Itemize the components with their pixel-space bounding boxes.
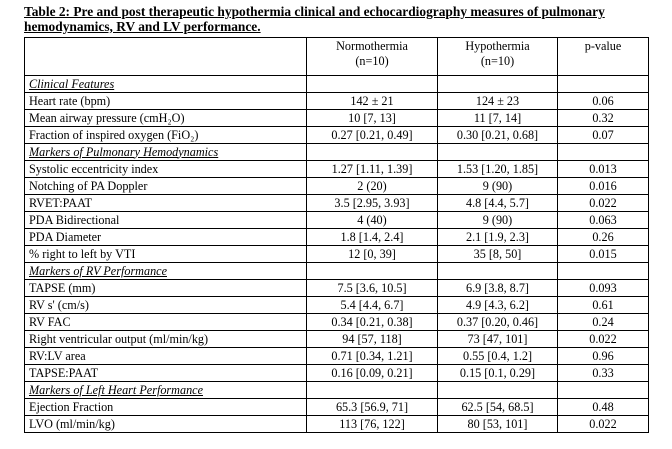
table-row bbox=[25, 246, 649, 263]
section-empty-cell bbox=[558, 263, 649, 280]
measure-label: Fraction of inspired oxygen (FiO₂) bbox=[25, 127, 307, 144]
p-value: 0.015 bbox=[558, 246, 649, 263]
section-empty-cell bbox=[438, 76, 558, 93]
normothermia-value: 2 (20) bbox=[307, 178, 438, 195]
p-value: 0.07 bbox=[558, 127, 649, 144]
header-hypothermia-n: (n=10) bbox=[480, 54, 515, 68]
header-hypothermia bbox=[438, 38, 558, 76]
normothermia-value: 94 [57, 118] bbox=[307, 331, 438, 348]
section-empty-cell bbox=[438, 382, 558, 399]
p-value: 0.32 bbox=[558, 110, 649, 127]
measure-label: Mean airway pressure (cmH₂O) bbox=[25, 110, 307, 127]
normothermia-value: 0.16 [0.09, 0.21] bbox=[307, 365, 438, 382]
header-measure bbox=[25, 38, 307, 76]
p-value: 0.24 bbox=[558, 314, 649, 331]
section-row bbox=[25, 263, 649, 280]
p-value: 0.013 bbox=[558, 161, 649, 178]
section-title: Markers of Pulmonary Hemodynamics bbox=[25, 144, 307, 161]
section-empty-cell bbox=[558, 382, 649, 399]
normothermia-value: 10 [7, 13] bbox=[307, 110, 438, 127]
normothermia-value: 7.5 [3.6, 10.5] bbox=[307, 280, 438, 297]
hypothermia-value: 35 [8, 50] bbox=[438, 246, 558, 263]
hypothermia-value: 0.30 [0.21, 0.68] bbox=[438, 127, 558, 144]
table-row bbox=[25, 127, 649, 144]
measure-label: PDA Diameter bbox=[25, 229, 307, 246]
measure-label: % right to left by VTI bbox=[25, 246, 307, 263]
section-empty-cell bbox=[558, 76, 649, 93]
normothermia-value: 0.71 [0.34, 1.21] bbox=[307, 348, 438, 365]
normothermia-value: 0.27 [0.21, 0.49] bbox=[307, 127, 438, 144]
table-row bbox=[25, 178, 649, 195]
measure-label: TAPSE (mm) bbox=[25, 280, 307, 297]
hypothermia-value: 4.8 [4.4, 5.7] bbox=[438, 195, 558, 212]
section-empty-cell bbox=[558, 144, 649, 161]
header-normothermia-n: (n=10) bbox=[355, 54, 389, 68]
table-row bbox=[25, 399, 649, 416]
measure-label: RV:LV area bbox=[25, 348, 307, 365]
hypothermia-value: 73 [47, 101] bbox=[438, 331, 558, 348]
p-value: 0.06 bbox=[558, 93, 649, 110]
normothermia-value: 65.3 [56.9, 71] bbox=[307, 399, 438, 416]
hypothermia-value: 4.9 [4.3, 6.2] bbox=[438, 297, 558, 314]
section-row bbox=[25, 382, 649, 399]
p-value: 0.96 bbox=[558, 348, 649, 365]
results-table bbox=[24, 37, 649, 433]
table-row bbox=[25, 348, 649, 365]
measure-label: TAPSE:PAAT bbox=[25, 365, 307, 382]
p-value: 0.063 bbox=[558, 212, 649, 229]
normothermia-value: 1.8 [1.4, 2.4] bbox=[307, 229, 438, 246]
table-row bbox=[25, 93, 649, 110]
section-empty-cell bbox=[307, 144, 438, 161]
normothermia-value: 1.27 [1.11, 1.39] bbox=[307, 161, 438, 178]
hypothermia-value: 0.15 [0.1, 0.29] bbox=[438, 365, 558, 382]
p-value: 0.26 bbox=[558, 229, 649, 246]
hypothermia-value: 0.55 [0.4, 1.2] bbox=[438, 348, 558, 365]
measure-label: Right ventricular output (ml/min/kg) bbox=[25, 331, 307, 348]
table-caption: Table 2: Pre and post therapeutic hypothermia clinical and echocardiography measures of pulmonary hemodynamics, RV and LV performance. bbox=[24, 4, 605, 34]
section-empty-cell bbox=[307, 382, 438, 399]
p-value: 0.022 bbox=[558, 416, 649, 433]
measure-label: LVO (ml/min/kg) bbox=[25, 416, 307, 433]
table-row bbox=[25, 161, 649, 178]
header-normothermia bbox=[307, 38, 438, 76]
table-row bbox=[25, 297, 649, 314]
hypothermia-value: 62.5 [54, 68.5] bbox=[438, 399, 558, 416]
hypothermia-value: 6.9 [3.8, 8.7] bbox=[438, 280, 558, 297]
section-empty-cell bbox=[307, 76, 438, 93]
section-empty-cell bbox=[438, 144, 558, 161]
hypothermia-value: 9 (90) bbox=[438, 212, 558, 229]
hypothermia-value: 11 [7, 14] bbox=[438, 110, 558, 127]
measure-label: Heart rate (bpm) bbox=[25, 93, 307, 110]
hypothermia-value: 124 ± 23 bbox=[438, 93, 558, 110]
section-row bbox=[25, 144, 649, 161]
table-row bbox=[25, 229, 649, 246]
measure-label: RV s' (cm/s) bbox=[25, 297, 307, 314]
hypothermia-value: 1.53 [1.20, 1.85] bbox=[438, 161, 558, 178]
table-row bbox=[25, 212, 649, 229]
section-title: Markers of Left Heart Performance bbox=[25, 382, 307, 399]
hypothermia-value: 0.37 [0.20, 0.46] bbox=[438, 314, 558, 331]
measure-label: Systolic eccentricity index bbox=[25, 161, 307, 178]
p-value: 0.093 bbox=[558, 280, 649, 297]
p-value: 0.61 bbox=[558, 297, 649, 314]
measure-label: Notching of PA Doppler bbox=[25, 178, 307, 195]
table-row bbox=[25, 195, 649, 212]
measure-label: Ejection Fraction bbox=[25, 399, 307, 416]
table-row bbox=[25, 331, 649, 348]
header-row bbox=[25, 38, 649, 76]
p-value: 0.022 bbox=[558, 331, 649, 348]
measure-label: PDA Bidirectional bbox=[25, 212, 307, 229]
section-empty-cell bbox=[307, 263, 438, 280]
table-row bbox=[25, 365, 649, 382]
section-empty-cell bbox=[438, 263, 558, 280]
normothermia-value: 4 (40) bbox=[307, 212, 438, 229]
p-value: 0.33 bbox=[558, 365, 649, 382]
section-row bbox=[25, 76, 649, 93]
normothermia-value: 113 [76, 122] bbox=[307, 416, 438, 433]
section-title: Clinical Features bbox=[25, 76, 307, 93]
table-body bbox=[25, 38, 649, 433]
p-value: 0.016 bbox=[558, 178, 649, 195]
section-title: Markers of RV Performance bbox=[25, 263, 307, 280]
p-value: 0.022 bbox=[558, 195, 649, 212]
normothermia-value: 142 ± 21 bbox=[307, 93, 438, 110]
hypothermia-value: 9 (90) bbox=[438, 178, 558, 195]
hypothermia-value: 80 [53, 101] bbox=[438, 416, 558, 433]
p-value: 0.48 bbox=[558, 399, 649, 416]
header-normothermia-name: Normothermia bbox=[336, 39, 408, 53]
hypothermia-value: 2.1 [1.9, 2.3] bbox=[438, 229, 558, 246]
measure-label: RV FAC bbox=[25, 314, 307, 331]
normothermia-value: 5.4 [4.4, 6.7] bbox=[307, 297, 438, 314]
header-pvalue: p-value bbox=[558, 38, 649, 76]
table-row bbox=[25, 110, 649, 127]
table-row bbox=[25, 314, 649, 331]
normothermia-value: 0.34 [0.21, 0.38] bbox=[307, 314, 438, 331]
table-row bbox=[25, 416, 649, 433]
table-row bbox=[25, 280, 649, 297]
normothermia-value: 12 [0, 39] bbox=[307, 246, 438, 263]
header-hypothermia-name: Hypothermia bbox=[465, 39, 530, 53]
measure-label: RVET:PAAT bbox=[25, 195, 307, 212]
normothermia-value: 3.5 [2.95, 3.93] bbox=[307, 195, 438, 212]
